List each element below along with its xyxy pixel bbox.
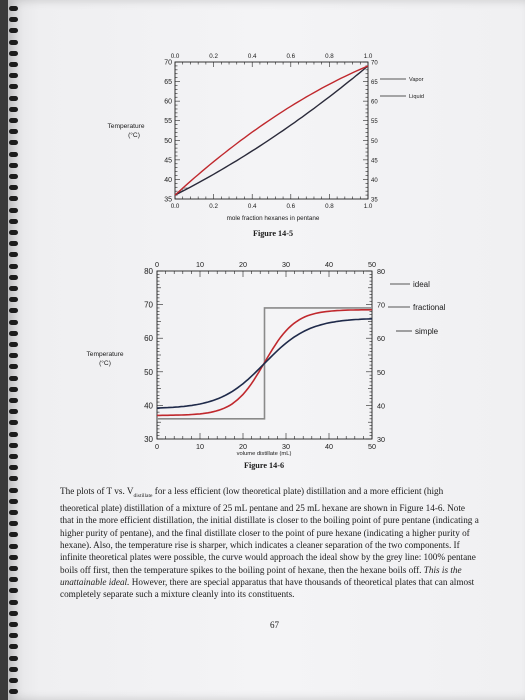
fig1-right-tick-label: 45 <box>371 158 378 165</box>
spiral-ring <box>9 521 18 526</box>
fig2-bottom-tick-label: 30 <box>282 442 290 451</box>
fig1-left-tick-label: 45 <box>164 157 172 165</box>
spiral-ring <box>9 510 18 515</box>
body-text-part-4: However, there are special apparatus that have thousands of theoretical plates that can almost completely separate such a mixture cleanly into its constituents. <box>60 576 475 600</box>
figure-14-6 <box>8 250 525 480</box>
fig1-left-tick-label: 50 <box>164 137 172 145</box>
fig2-top-tick-label: 0 <box>155 260 159 269</box>
fig2-left-tick-label: 80 <box>144 267 153 276</box>
fig2-bottom-tick-label: 0 <box>155 442 159 451</box>
fig1-left-tick-label: 70 <box>164 59 172 67</box>
spiral-ring <box>9 499 18 504</box>
fig1-bottom-tick-label: 0.4 <box>247 203 257 210</box>
fig2-left-tick-label: 70 <box>144 300 153 310</box>
fig1-bottom-tick-label: 0.8 <box>325 203 334 210</box>
fig1-plot-frame <box>175 62 368 199</box>
fig2-top-tick-label: 40 <box>325 260 333 269</box>
fig2-ylabel-1: Temperature <box>86 351 124 358</box>
fig1-legend-liquid: Liquid <box>409 94 424 100</box>
fig1-caption: Figure 14-5 <box>252 229 294 238</box>
fig1-right-tick-label: 35 <box>371 197 378 204</box>
fig2-left-tick-label: 50 <box>144 367 153 377</box>
spiral-ring <box>9 532 18 537</box>
spiral-ring <box>9 588 18 593</box>
fig2-legend-simple: simple <box>415 327 439 336</box>
body-text-italic: This is the unattainable ideal. <box>60 564 462 587</box>
fig2-left-tick-label: 30 <box>144 435 153 444</box>
fig1-right-tick-label: 60 <box>371 99 378 106</box>
fig1-right-tick-label: 55 <box>371 119 378 126</box>
fig2-legend-ideal: ideal <box>413 280 430 289</box>
fig2-top-tick-label: 50 <box>368 260 376 269</box>
fig1-bottom-tick-label: 1.0 <box>363 203 373 210</box>
fig1-left-tick-label: 65 <box>164 79 172 87</box>
fig2-bottom-tick-label: 50 <box>368 442 376 451</box>
page-number: 67 <box>270 620 279 630</box>
fig1-left-tick-label: 35 <box>164 196 172 204</box>
spiral-ring <box>9 633 18 638</box>
figure-14-5 <box>8 0 525 250</box>
spiral-ring <box>9 622 18 627</box>
body-text-part-2: for a less efficient (low theoretical plate) distillation and a more efficient (high theoretical plate) distillation of a mixture of 25 mL pentane and 25 mL hexane are shown in Figure 14-6. Note that in the more efficient distillation, the initial distillate is closer to the boiling point of pure pentane (indicating a higher purity of pentane), and the final distillate closer to the point of pure hexane (indicating a higher purity of hexane). Also, the temperature rise is sharper, which indicates a cleaner separation of the two components. If infinite theoretical plates were possible, the curve would approach the ideal show by the grey line: 100% pentane boils off first, then the temperature spikes to the boiling point of hexane, then the hexane boils off. <box>60 486 479 575</box>
fig2-right-tick-label: 30 <box>377 435 385 444</box>
fig1-bottom-tick-label: 0.6 <box>286 203 296 210</box>
spiral-ring <box>9 488 18 493</box>
fig1-right-tick-label: 65 <box>371 80 378 87</box>
fig1-top-tick-label: 0.2 <box>209 53 218 60</box>
fig1-right-tick-label: 70 <box>371 60 378 67</box>
body-paragraph <box>60 485 480 601</box>
fig2-right-tick-label: 50 <box>377 367 385 377</box>
fig2-left-tick-label: 60 <box>144 334 153 344</box>
fig1-bottom-tick-label: 0.0 <box>170 203 180 210</box>
fig1-left-tick-label: 55 <box>164 118 172 126</box>
fig2-right-tick-label: 60 <box>377 334 385 344</box>
fig1-top-tick-label: 0.8 <box>325 53 334 60</box>
fig1-top-tick-label: 1.0 <box>363 53 373 60</box>
fig2-ylabel-2: (°C) <box>99 360 111 367</box>
fig2-legend-fractional: fractional <box>413 303 446 312</box>
fig2-right-tick-label: 80 <box>377 267 385 276</box>
fig2-right-tick-label: 40 <box>377 401 385 411</box>
spiral-ring <box>9 667 18 672</box>
body-text-part-1: The plots of T vs. V <box>60 486 134 496</box>
fig1-bottom-tick-label: 0.2 <box>209 203 218 210</box>
spiral-ring <box>9 611 18 616</box>
fig1-left-tick-label: 40 <box>164 176 172 184</box>
spiral-ring <box>9 566 18 571</box>
fig1-vapor-curve <box>175 66 368 195</box>
fig1-ylabel-2: (°C) <box>128 132 140 139</box>
fig2-top-tick-label: 20 <box>239 260 247 269</box>
fig1-left-tick-label: 60 <box>164 98 172 106</box>
fig1-right-tick-label: 50 <box>371 138 378 145</box>
spiral-ring <box>9 577 18 582</box>
fig2-bottom-tick-label: 20 <box>239 442 247 451</box>
fig1-ylabel-1: Temperature <box>107 123 145 130</box>
spiral-ring <box>9 555 18 560</box>
fig2-bottom-tick-label: 40 <box>325 442 333 451</box>
fig2-bottom-tick-label: 10 <box>196 442 204 451</box>
fig2-top-tick-label: 30 <box>282 260 290 269</box>
spiral-ring <box>9 689 18 694</box>
fig1-right-tick-label: 40 <box>371 177 378 184</box>
fig1-top-tick-label: 0.4 <box>247 53 257 60</box>
body-text-subscript: distillate <box>133 492 153 499</box>
fig2-xlabel: volume distillate (mL) <box>236 451 292 457</box>
fig2-right-tick-label: 70 <box>377 300 385 310</box>
textbook-page <box>8 0 525 700</box>
fig1-xlabel: mole fraction hexanes in pentane <box>226 215 320 222</box>
fig2-caption: Figure 14-6 <box>243 461 285 470</box>
fig1-top-tick-label: 0.6 <box>286 53 296 60</box>
fig1-legend-vapor: Vapor <box>409 77 424 83</box>
fig1-top-tick-label: 0.0 <box>170 53 180 60</box>
fig1-liquid-curve <box>175 66 368 195</box>
spiral-ring <box>9 600 18 605</box>
spiral-ring <box>9 678 18 683</box>
spiral-ring <box>9 644 18 649</box>
spiral-ring <box>9 544 18 549</box>
fig2-left-tick-label: 40 <box>144 401 153 411</box>
spiral-ring <box>9 656 18 661</box>
fig2-top-tick-label: 10 <box>196 260 204 269</box>
